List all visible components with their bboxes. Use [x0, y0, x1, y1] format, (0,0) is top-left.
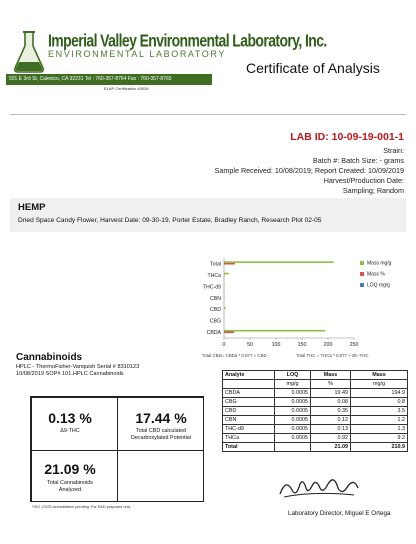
batch: Batch #: Batch Size: - grams	[312, 156, 404, 165]
units-row	[223, 380, 408, 389]
total-value: 21.09 %	[44, 461, 96, 477]
x-tick-label: 250	[349, 342, 359, 348]
hemp-section	[10, 198, 406, 232]
bar-cbda	[224, 330, 325, 332]
strain: Strain:	[383, 146, 404, 155]
bar-cbn	[224, 296, 225, 298]
total-label-2: Analyzed	[58, 487, 82, 493]
sop-info: 10/08/2019 SOP# 101.HPLC Cannabinoids	[16, 371, 124, 377]
table-header-row	[223, 371, 408, 380]
value-cell: 0.0005	[275, 398, 311, 407]
value-cell: 194.9	[351, 389, 408, 398]
header-mass-pct: Mass	[311, 371, 351, 380]
value-cell: 1.2	[351, 416, 408, 425]
category-label: CBDA	[206, 330, 221, 337]
director-signature	[276, 474, 362, 502]
bar-total	[224, 263, 235, 265]
flask-icon	[12, 30, 46, 74]
harvest-date: Harvest/Production Date:	[323, 176, 404, 185]
x-tick-label: 0	[222, 342, 226, 348]
legend-swatch	[360, 283, 364, 287]
unit-cell: %	[311, 380, 351, 389]
thc-formula: Total THC = THCa * 0.877 + d9 -THC	[296, 353, 369, 358]
legend-label: Mass %	[367, 271, 385, 278]
category-label: CBN	[210, 295, 221, 302]
x-tick-label: 200	[323, 342, 333, 348]
header-loq: LOQ	[275, 371, 311, 380]
analyte-cell: CBG	[223, 398, 275, 407]
value-cell: 0.0005	[275, 425, 311, 434]
analyte-cell: THCa	[223, 434, 275, 443]
cbd-label: Total CBD calculated	[135, 428, 187, 434]
category-label: THCa	[207, 272, 221, 279]
category-label: CBG	[209, 318, 221, 325]
header-divider	[10, 114, 406, 115]
summary-panel	[30, 396, 204, 502]
legend-swatch	[360, 261, 364, 265]
analyte-cell: THC-d9	[223, 425, 275, 434]
legend-label: LOQ mg/g	[367, 282, 391, 289]
thc-value: 0.13 %	[48, 410, 92, 426]
document-title: Certificate of Analysis	[246, 60, 380, 76]
unit-cell: mg/g	[351, 380, 408, 389]
header-mass-mg: Mass	[351, 371, 408, 380]
value-cell: 1.3	[351, 425, 408, 434]
hplc-instrument: HPLC - ThermoFisher-Vanquish Serial # 8310123	[16, 364, 140, 370]
lab-id: LAB ID: 10-09-19-001-1	[290, 131, 404, 143]
cbd-label-2: Decarboxylated Potential	[131, 435, 191, 441]
table-row	[223, 434, 408, 443]
cannabinoids-title: Cannabinoids	[16, 352, 83, 363]
header-analyte: Analyte	[223, 371, 275, 380]
value-cell: 0.08	[311, 398, 351, 407]
total-box	[31, 450, 118, 502]
total-row	[223, 443, 408, 452]
total-label: Total Cannabinoids	[47, 480, 93, 486]
category-label: Total	[210, 261, 221, 268]
value-cell: 0.12	[311, 416, 351, 425]
bar-total	[224, 261, 334, 263]
value-cell: 0.8	[351, 398, 408, 407]
cbd-box	[117, 397, 204, 451]
sampling: Sampling; Random	[342, 186, 404, 195]
unit-cell: mg/g	[275, 380, 311, 389]
total-label-cell: Total	[223, 443, 275, 452]
legend-swatch	[360, 272, 364, 276]
table-body	[223, 380, 408, 452]
value-cell: 0.35	[311, 407, 351, 416]
elap-certification: ELAP Certification #3038	[104, 86, 149, 91]
total-value-cell: 210.9	[351, 443, 408, 452]
cbd-value: 17.44 %	[135, 410, 187, 426]
table-row	[223, 416, 408, 425]
value-cell: 0.13	[311, 425, 351, 434]
value-cell: 0.0005	[275, 434, 311, 443]
lab-director: Laboratory Director, Miguel E Ortega	[288, 510, 391, 517]
thc-label: Δ9-THC	[60, 428, 80, 434]
analyte-cell: CBD	[223, 407, 275, 416]
x-tick-label: 150	[297, 342, 307, 348]
value-cell: 3.5	[351, 407, 408, 416]
analyte-cell: CBN	[223, 416, 275, 425]
cbd-formula: Total CBD= CBDa * 0.877 + CBD	[202, 353, 267, 358]
total-value-cell: 21.09	[311, 443, 351, 452]
x-tick-label: 50	[247, 342, 253, 348]
x-tick-label: 100	[271, 342, 281, 348]
table-row	[223, 425, 408, 434]
table-row	[223, 389, 408, 398]
results-table	[222, 370, 408, 452]
bar-cbd	[224, 307, 226, 309]
table-row	[223, 398, 408, 407]
bar-cbda	[224, 331, 234, 333]
hemp-title: HEMP	[18, 202, 46, 213]
legend-label: Mass mg/g	[367, 260, 392, 267]
footnote: *ISO 17025 accreditation pending: For R&D purposes only	[32, 505, 131, 509]
lab-address: 501 E 3rd St, Calexico, CA 92231 Tel : 760-357-8764 Fax : 760-357-8765	[6, 74, 212, 85]
value-cell: 19.49	[311, 389, 351, 398]
sample-received: Sample Received: 10/08/2019; Report Created: 10/09/2019	[214, 166, 404, 175]
category-label: CBD	[210, 307, 221, 314]
cannabinoid-chart	[180, 252, 410, 368]
lab-name: Imperial Valley Environmental Laboratory, Inc.	[48, 30, 327, 50]
value-cell: 0.0005	[275, 416, 311, 425]
table-row	[223, 407, 408, 416]
value-cell: 0.0005	[275, 407, 311, 416]
bar-thc-d9	[224, 284, 225, 286]
total-value-cell	[275, 443, 311, 452]
value-cell: 0.0005	[275, 389, 311, 398]
unit-cell	[223, 380, 275, 389]
sample-info	[215, 130, 404, 196]
analyte-cell: CBDA	[223, 389, 275, 398]
bar-thca	[224, 273, 229, 275]
lab-subtitle: ENVIRONMENTAL LABORATORY	[48, 49, 226, 59]
value-cell: 9.2	[351, 434, 408, 443]
value-cell: 0.92	[311, 434, 351, 443]
hemp-description: Dried Space Candy Flower, Harvest Date: 09-30-19, Porter Estate, Bradley Ranch, Research Plot 02-05	[18, 217, 322, 224]
thc-box	[31, 397, 118, 451]
category-label: THC-d9	[202, 284, 221, 291]
